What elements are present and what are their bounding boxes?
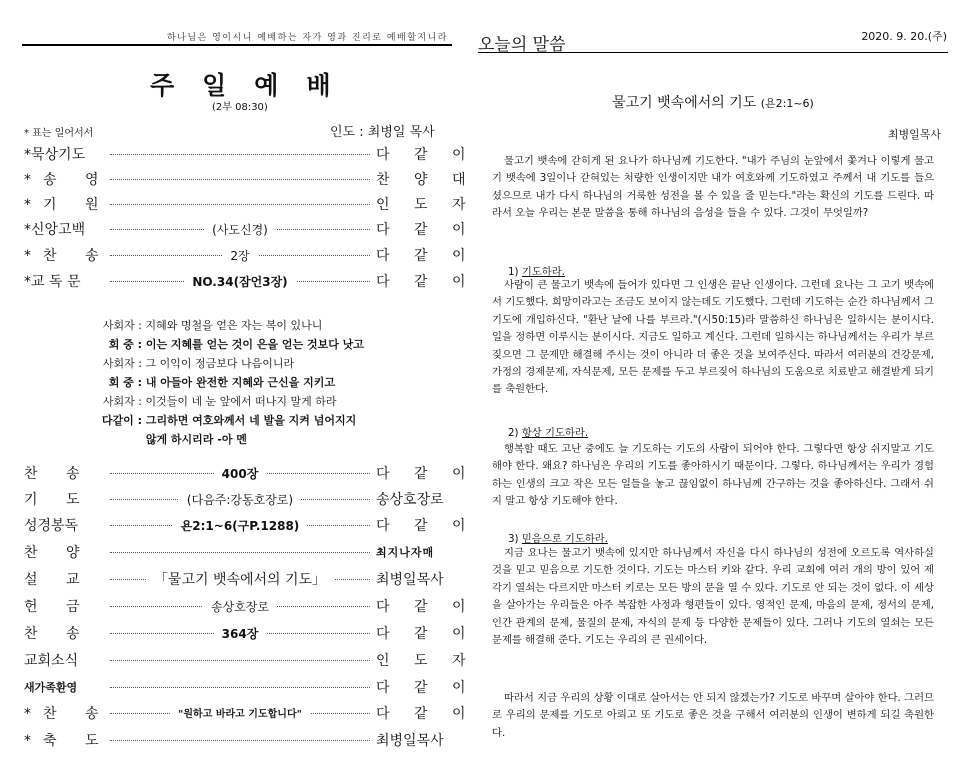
reader-role: 사회자 : xyxy=(102,319,142,332)
reader-role: 다같이 : xyxy=(101,414,142,427)
order-row xyxy=(24,675,476,699)
point-number: 2) xyxy=(508,427,519,439)
worship-order-panel xyxy=(0,0,476,777)
reading-line: 내 아들아 완전한 지혜와 근신을 지키고 xyxy=(145,376,336,389)
order-responsible: 최병일목사 xyxy=(376,733,444,749)
order-detail: NO.34(잠언3장) xyxy=(184,275,295,289)
order-detail: 364장 xyxy=(214,627,267,641)
order-responsible: 다 같 이 xyxy=(376,248,476,264)
order-row xyxy=(24,217,476,241)
order-detail: 욘2:1~6(구P.1288) xyxy=(173,519,308,533)
order-responsible: 다 같 이 xyxy=(376,599,476,615)
leader-dots xyxy=(110,179,370,180)
order-label: 찬 송 xyxy=(24,626,92,642)
bulletin-date: 2020. 9. 20.(주) xyxy=(861,30,947,43)
point-title: 믿음으로 기도하라. xyxy=(521,533,608,545)
order-row xyxy=(24,192,476,216)
sermon-title-ref: 「물고기 뱃속에서의 기도」 xyxy=(146,572,334,588)
order-label: *교 독 문 xyxy=(24,274,81,290)
point-heading xyxy=(508,263,565,278)
order-responsible: 다 같 이 xyxy=(376,222,476,238)
reading-line: 이것들이 네 눈 앞에서 떠나지 말게 하라 xyxy=(145,395,337,408)
leader-dots xyxy=(110,154,370,155)
point-title: 기도하라. xyxy=(521,266,565,278)
sermon-title xyxy=(478,92,948,112)
preacher-name: 최병일목사 xyxy=(887,128,941,141)
order-label: 헌 금 xyxy=(24,599,92,615)
service-time: (2부 08:30) xyxy=(212,102,268,113)
order-detail: (다음주:강동호장로) xyxy=(179,493,301,507)
order-label: *찬 송 xyxy=(24,248,111,264)
order-label: *신앙고백 xyxy=(24,222,86,238)
sermon-title-text: 물고기 뱃속에서의 기도 xyxy=(612,95,757,111)
order-label: 기 도 xyxy=(24,492,92,508)
section-heading: 오늘의 말씀 xyxy=(478,35,566,55)
point-heading xyxy=(508,424,588,439)
order-responsible: 다 같 이 xyxy=(376,680,476,696)
order-row xyxy=(24,461,476,485)
order-responsible: 인 도 자 xyxy=(376,653,476,669)
reading-line: 지혜와 명철을 얻은 자는 복이 있나니 xyxy=(145,319,323,332)
reader-role: 회 중 : xyxy=(108,338,142,351)
order-label: 찬 양 xyxy=(24,545,92,561)
order-label: 찬 송 xyxy=(24,466,92,482)
reading-line: 그 이익이 정금보다 나음이니라 xyxy=(145,357,295,370)
closing-paragraph: 따라서 지금 우리의 상황 이대로 살아서는 안 되지 않겠는가? 기도로 바꾸며 살아야 한다. 그러므로 우리의 문제를 기도로 아뢰고 또 기도로 좋은 것을 구해서 여러분의 인생이 변하게 되길 축원한다. xyxy=(492,692,934,739)
order-responsible: 다 같 이 xyxy=(376,466,476,482)
order-responsible: 송상호장로 xyxy=(376,492,444,508)
order-responsible: 다 같 이 xyxy=(376,626,476,642)
order-row xyxy=(24,167,476,191)
order-responsible: 최지나자매 xyxy=(376,546,435,559)
intro-paragraph: 물고기 뱃속에 갇히게 된 요나가 하나님께 기도한다. "내가 주님의 눈앞에서 쫓겨나 이렇게 물고기 뱃속에 3일이나 갇혀있는 처량한 인생이지만 내가 여호와께 기도하였고 주께서 내 기도를 들으셨으므로 내가 다시 하나님의 거룩한 성전을 볼 수 있을 줄 믿는다."라는 확신의 기도를 드린다. 따라서 오늘 우리는 본문 말씀을 통해 하나님의 음성을 들을 수 있다. 그것이 무엇일까? xyxy=(492,155,934,220)
order-row xyxy=(24,648,476,672)
order-responsible: 찬 양 대 xyxy=(376,172,476,188)
leader-dots xyxy=(110,660,370,661)
order-label: 교회소식 xyxy=(24,653,79,669)
service-leader: 인도 : 최병일 목사 xyxy=(330,125,435,140)
sermon-reference: (욘2:1~6) xyxy=(760,97,814,110)
point-body: 지금 요나는 물고기 뱃속에 있지만 하나님께서 자신을 다시 하나님의 성전에 오르도록 역사하실 것을 믿고 믿음으로 기도한 것이다. 기도는 마스터 키와 같다. 우리 교회에 여러 개의 방이 있어 제각기 열쇠는 다르지만 마스터 키로는 모든 방의 문을 열 수 있다. 기도로 안 되는 것이 없다. 이 세상을 살아가는 우리들은 아주 복잡한 사정과 형편들이 있다. 영적인 문제, 마음의 문제, 정서의 문제, 인간 관계의 문제, 물질의 문제, 자식의 문제 등 다양한 문제들이 있다. 그러나 기도의 열쇠는 모든 문제를 해결해 준다. 기도는 우리의 큰 권세이다. xyxy=(492,547,934,647)
order-responsible: 최병일목사 xyxy=(376,572,444,588)
order-row xyxy=(24,594,476,618)
point-number: 1) xyxy=(508,266,519,278)
order-row xyxy=(24,701,476,725)
order-row xyxy=(24,567,456,591)
order-detail: 400장 xyxy=(214,467,267,481)
order-detail: (사도신경) xyxy=(204,223,276,237)
order-label: *송 영 xyxy=(24,172,111,188)
order-label: 새가족환영 xyxy=(24,681,78,694)
order-row xyxy=(24,269,476,293)
order-detail: 2장 xyxy=(222,249,257,263)
point-title: 항상 기도하라. xyxy=(521,427,589,439)
point-number: 3) xyxy=(508,533,519,545)
order-detail: "원하고 바라고 기도합니다" xyxy=(170,709,310,720)
header-divider xyxy=(22,44,452,46)
reader-role: 회 중 : xyxy=(108,376,142,389)
order-label: *축 도 xyxy=(24,733,111,749)
order-row xyxy=(24,540,456,564)
leader-dots xyxy=(110,687,370,688)
point-body: 행복할 때도 고난 중에도 늘 기도하는 기도의 사람이 되어야 한다. 그렇다면 항상 쉬지말고 기도해야 한다. 왜요? 하나님은 우리의 기도를 좋아하시기 때문이다. 그렇다. 하나님께서는 우리가 경험하는 인생의 크고 작은 모든 일들을 놓고 끊임없이 하나님께 간구하는 것을 좋아하신다. 그래서 쉬지 말고 항상 기도해야 한다. xyxy=(492,443,934,508)
reader-role: 사회자 : xyxy=(102,357,142,370)
leader-dots xyxy=(110,204,370,205)
order-row xyxy=(24,513,476,537)
leader-dots xyxy=(110,552,370,553)
order-row xyxy=(24,142,476,166)
order-row xyxy=(24,487,456,511)
order-label: *찬 송 xyxy=(24,706,111,722)
order-responsible: 인 도 자 xyxy=(376,197,476,213)
order-responsible: 다 같 이 xyxy=(376,147,476,163)
order-detail: 송상호장로 xyxy=(203,600,277,614)
order-label: 설 교 xyxy=(24,572,92,588)
order-responsible: 다 같 이 xyxy=(376,518,476,534)
standing-note: * 표는 일어서서 xyxy=(24,128,94,139)
order-responsible: 다 같 이 xyxy=(376,274,476,290)
sermon-panel xyxy=(478,0,955,777)
responsive-reading xyxy=(92,316,452,449)
point-body: 사람이 큰 물고기 뱃속에 들어가 있다면 그 인생은 끝난 인생이다. 그런데 요나는 그 고기 뱃속에서 기도했다. 희망이라고는 조금도 보이지 않는데도 기도했다. 그런데 기도하는 순간 하나님께서 그 기도에 개입하신다. "환난 날에 나를 부르라."(시50:15)라 말씀하신 하나님은 일하시는 분이시다. 일을 정하면 이루시는 분이시다. 지금도 일하고 계신다. 그런데 일하시는 하나님께서는 우리가 부르짖으면 그 문제만 해결해 주시는 것이 아니라 더 좋은 것을 보여주신다. 따라서 여러분의 건강문제, 가정의 경제문제, 자식문제, 모든 문제를 두고 부르짖어 하나님의 도움으로 치료받고 해결받게 되기를 축원한다. xyxy=(492,279,934,396)
reader-role: 사회자 : xyxy=(102,395,142,408)
scripture-motto: 하나님은 영이시니 예배하는 자가 영과 진리로 예배할지니라 xyxy=(166,33,448,43)
reading-line: 그리하면 여호와께서 네 발을 지켜 넘어지지 xyxy=(145,414,357,427)
order-row xyxy=(24,243,476,267)
reading-line: 이는 지혜를 얻는 것이 은을 얻는 것보다 낫고 xyxy=(145,338,364,351)
order-label: 성경봉독 xyxy=(24,518,79,534)
order-label: *묵상기도 xyxy=(24,147,86,163)
reading-line: 않게 하시리라 -아 멘 xyxy=(145,433,247,446)
leader-dots xyxy=(110,740,370,741)
header-divider xyxy=(478,52,948,53)
point-heading xyxy=(508,530,608,545)
order-row xyxy=(24,621,476,645)
order-row xyxy=(24,728,456,752)
order-responsible: 다 같 이 xyxy=(376,706,476,722)
service-title: 주일예배 xyxy=(150,71,359,100)
order-label: *기 원 xyxy=(24,197,111,213)
